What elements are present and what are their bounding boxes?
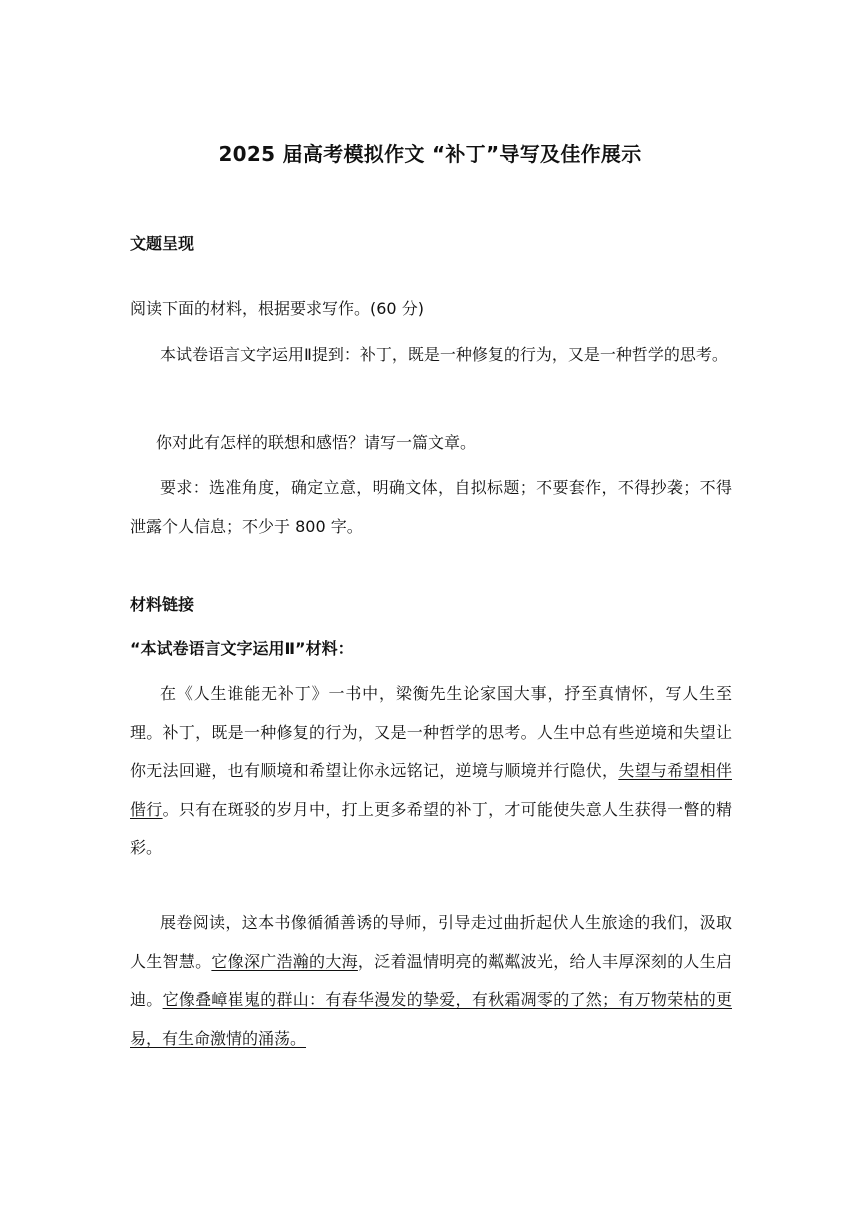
material-text: 展卷阅读，这本书像循循善诱的导师，引导走过曲折起伏人生旅途的我们，汲取人生智慧。 [130,913,732,971]
prompt-material: 本试卷语言文字运用Ⅱ提到：补丁，既是一种修复的行为，又是一种哲学的思考。 [160,345,728,364]
document-title: 2025 届高考模拟作文 “补丁”导写及佳作展示 [218,142,642,166]
section-heading-prompt: 文题呈现 [130,234,195,253]
material-paragraph-2 [130,904,732,1058]
prompt-question: 你对此有怎样的联想和感悟？请写一篇文章。 [156,433,477,452]
material-paragraph-1 [130,675,732,868]
material-subheading: “本试卷语言文字运用Ⅱ”材料： [130,639,354,658]
underlined-text: 它像深广浩瀚的大海 [211,951,358,971]
underlined-text: 它像叠嶂崔嵬的群山：有春华漫发的挚爱，有秋霜凋零的了然；有万物荣枯的更易，有生命激情的涌荡。 [130,990,732,1048]
underlined-text: 失望与希望相伴偕行 [130,761,732,819]
material-text: 在《人生谁能无补丁》一书中，梁衡先生论家国大事，抒至真情怀，写人生至理。补丁，既是一种修复的行为，又是一种哲学的思考。人生中总有些逆境和失望让你无法回避，也有顺境和希望让你永远铭记，逆境与顺境并行隐伏， [130,684,732,780]
prompt-intro: 阅读下面的材料，根据要求写作。(60 分) [130,299,424,318]
prompt-requirements: 要求：选准角度，确定立意，明确文体，自拟标题；不要套作，不得抄袭；不得泄露个人信息；不少于 800 字。 [130,478,732,536]
section-heading-materials: 材料链接 [130,595,195,614]
material-text: 。只有在斑驳的岁月中，打上更多希望的补丁，才可能使失意人生获得一瞥的精彩。 [130,799,732,857]
material-text: ，泛着温情明亮的粼粼波光，给人丰厚深刻的人生启迪。 [130,951,732,1009]
